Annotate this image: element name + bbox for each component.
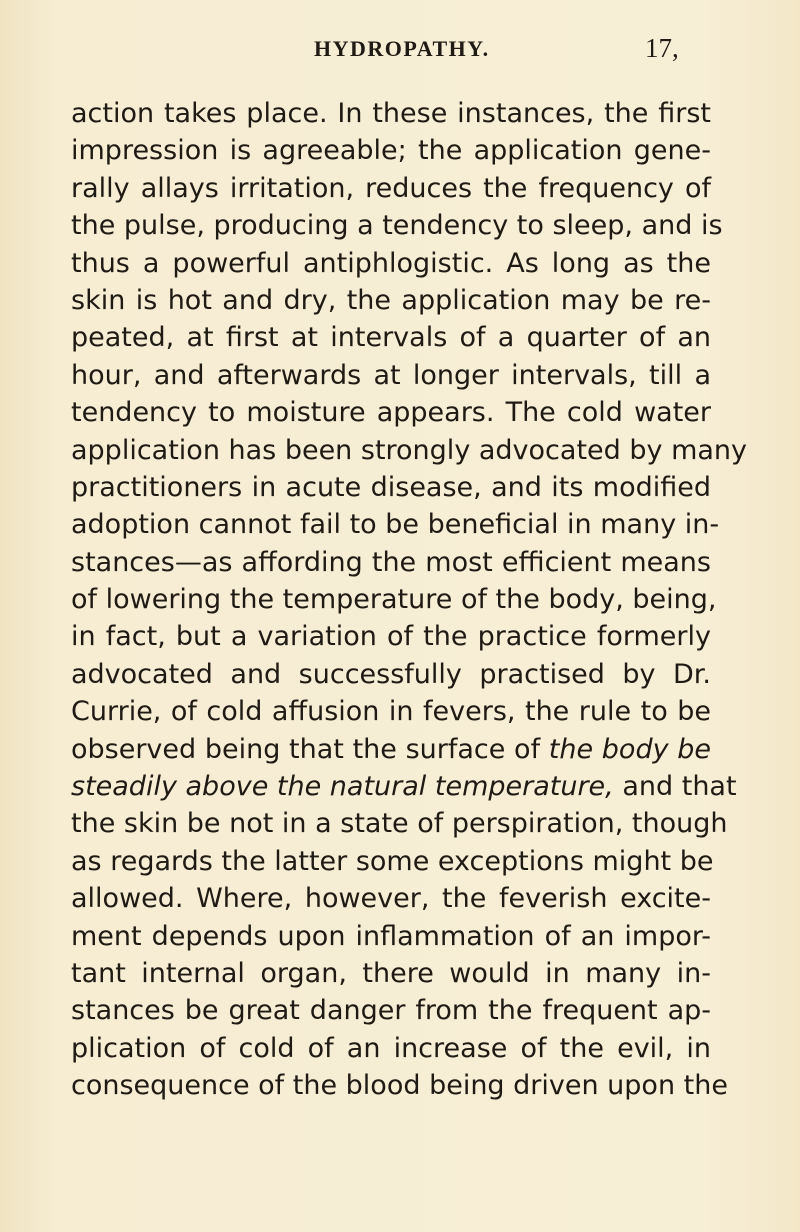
- text-line: action takes place. In these instances, the first: [71, 98, 711, 129]
- text-line: Currie, of cold affusion in fevers, the rule to be: [71, 696, 711, 728]
- text-line: as regards the latter some exceptions might be: [71, 845, 714, 877]
- text-line: stances be great danger from the frequent ap-: [71, 995, 711, 1027]
- text-line: the pulse, producing a tendency to sleep, and is: [71, 210, 723, 242]
- text-line: hour, and afterwards at longer intervals, till a: [71, 359, 711, 391]
- text-line-mixed: [71, 768, 737, 805]
- text-line: advocated and successfully practised by Dr.: [71, 658, 711, 690]
- text-line: of lowering the temperature of the body, being,: [71, 584, 717, 616]
- text-line: consequence of the blood being driven upon the: [71, 1070, 728, 1102]
- text-line: skin is hot and dry, the application may be re-: [71, 284, 711, 316]
- italic-emphasis: steadily above the natural temperature,: [71, 771, 614, 803]
- italic-emphasis: the body be: [548, 733, 711, 765]
- body-paragraph: [71, 95, 748, 1105]
- text-line: ment depends upon inflammation of an impor-: [71, 920, 711, 952]
- text-line-mixed: [71, 731, 711, 768]
- text-line: practitioners in acute disease, and its modified: [71, 471, 711, 503]
- text-line: the skin be not in a state of perspiration, though: [71, 808, 728, 840]
- text-line: impression is agreeable; the application gene-: [71, 135, 711, 167]
- text-line: stances—as affording the most efficient means: [71, 546, 711, 578]
- running-head: HYDROPATHY.: [314, 36, 490, 61]
- text-line: in fact, but a variation of the practice formerly: [71, 621, 711, 653]
- text-segment: and that: [622, 771, 737, 803]
- text-line: peated, at first at intervals of a quarter of an: [71, 322, 711, 354]
- text-line: application has been strongly advocated by many: [71, 434, 748, 466]
- text-line: thus a powerful antiphlogistic. As long as the: [71, 247, 711, 279]
- text-line: plication of cold of an increase of the evil, in: [71, 1032, 711, 1064]
- text-segment: observed being that the surface of: [71, 733, 541, 765]
- text-line: rally allays irritation, reduces the frequency of: [71, 172, 711, 204]
- text-line: tendency to moisture appears. The cold water: [71, 397, 711, 429]
- text-line: tant internal organ, there would in many in-: [71, 957, 711, 989]
- text-line: allowed. Where, however, the feverish excite-: [71, 883, 711, 915]
- text-line: adoption cannot fail to be beneficial in many in-: [71, 509, 720, 541]
- page-number: 17,: [645, 33, 679, 63]
